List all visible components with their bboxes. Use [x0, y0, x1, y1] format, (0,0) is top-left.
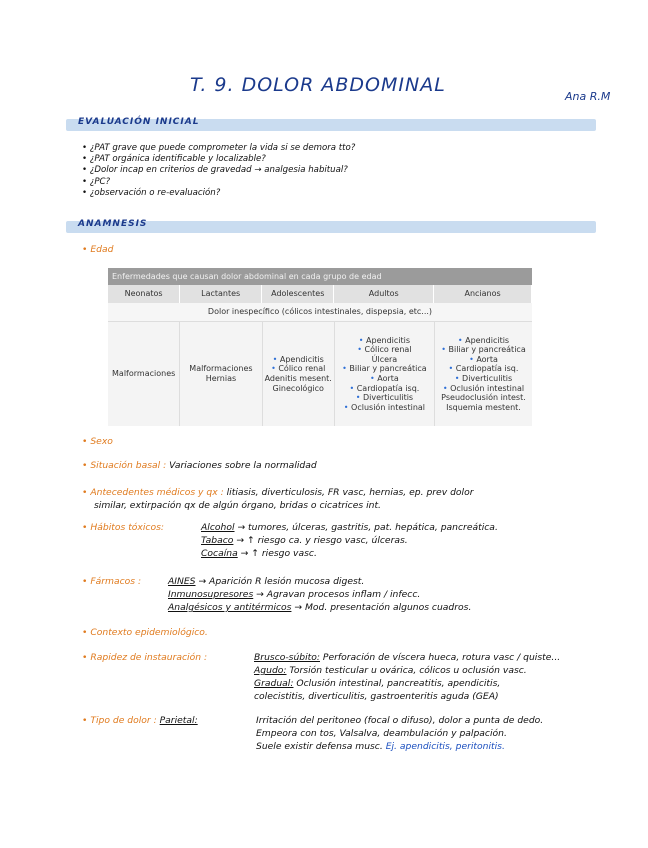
item-sexo: • Sexo [82, 436, 113, 447]
tipo-line: Suele existir defensa musc. Ej. apendicitis, peritonitis. [256, 741, 505, 752]
list-item: • ¿PAT orgánica identificable y localizable? [82, 154, 355, 165]
tipo-line: Irritación del peritoneo (focal o difuso), dolor a punta de dedo. [256, 715, 544, 726]
item-rapidez: • Rapidez de instauración : [82, 652, 208, 663]
table-header: Ancianos [434, 285, 532, 303]
item-contexto: • Contexto epidemiológico. [82, 627, 208, 638]
item-habitos: • Hábitos tóxicos: [82, 522, 164, 533]
rapidez-line: Agudo: Torsión testicular u ovárica, cólicos u oclusión vasc. [254, 665, 527, 676]
rapidez-line: colecistitis, diverticulitis, gastroenteritis aguda (GEA) [254, 691, 499, 702]
list-item: • ¿PC? [82, 177, 355, 188]
table-row [108, 322, 532, 426]
item-antecedentes: • Antecedentes médicos y qx : litiasis, diverticulosis, FR vasc, hernias, ep. prev dolor [82, 487, 474, 498]
tipo-line: Empeora con tos, Valsalva, deambulación y palpación. [256, 728, 507, 739]
age-disease-table [108, 268, 532, 425]
table-header: Adultos [334, 285, 434, 303]
table-caption: Enfermedades que causan dolor abdominal en cada grupo de edad [108, 268, 532, 285]
author-signature: Ana R.M [565, 90, 611, 103]
section-label: EVALUACIÓN INICIAL [78, 117, 200, 127]
table-cell-neonatos: Malformaciones [108, 322, 180, 426]
rapidez-line: Gradual: Oclusión intestinal, pancreatitis, apendicitis, [254, 678, 501, 689]
table-span-row: Dolor inespecífico (cólicos intestinales, dispepsia, etc...) [108, 303, 532, 322]
table-header: Neonatos [108, 285, 180, 303]
evaluacion-list [82, 143, 355, 199]
section-header-evaluacion [66, 119, 596, 131]
section-label: ANAMNESIS [78, 219, 148, 229]
item-situacion-basal: • Situación basal : Variaciones sobre la normalidad [82, 460, 317, 471]
habitos-line: Tabaco → ↑ riesgo ca. y riesgo vasc, úlceras. [201, 535, 408, 546]
list-item: • ¿observación o re-evaluación? [82, 188, 355, 199]
farmacos-line: Analgésicos y antitérmicos → Mod. presentación algunos cuadros. [168, 602, 472, 613]
table-header: Lactantes [180, 285, 262, 303]
table-cell-ancianos: • Apendicitis • Biliar y pancreática • Aorta • Cardiopatía isq. • Diverticulitis • Oclusión intestinal Pseudoclusión intest. Isquemia mestent. [441, 335, 526, 412]
list-item: • ¿PAT grave que puede comprometer la vida si se demora tto? [82, 143, 355, 154]
section-header-anamnesis [66, 221, 596, 233]
item-antecedentes-cont: similar, extirpación qx de algún órgano, bridas o cicatrices int. [94, 500, 381, 511]
page-title: T. 9. DOLOR ABDOMINAL [190, 74, 446, 96]
habitos-line: Cocaína → ↑ riesgo vasc. [201, 548, 317, 559]
item-tipo-dolor: • Tipo de dolor : Parietal: [82, 715, 198, 726]
table-cell-adultos: • Apendicitis • Cólico renal Úlcera • Biliar y pancreática • Aorta • Cardiopatía isq. • Diverticulitis • Oclusión intestinal [335, 322, 435, 426]
table-cell-lactantes: Malformaciones Hernias [180, 322, 262, 426]
table-header: Adolescentes [262, 285, 334, 303]
habitos-line: Alcohol → tumores, úlceras, gastritis, pat. hepática, pancreática. [201, 522, 498, 533]
item-edad: • Edad [82, 244, 114, 255]
list-item: • ¿Dolor incap en criterios de gravedad → analgesia habitual? [82, 165, 355, 176]
item-farmacos: • Fármacos : [82, 576, 142, 587]
farmacos-line: AINES → Aparición R lesión mucosa digest. [168, 576, 365, 587]
table-header-row [108, 285, 532, 303]
farmacos-line: Inmunosupresores → Agravan procesos inflam / infecc. [168, 589, 421, 600]
rapidez-line: Brusco-súbito: Perforación de víscera hueca, rotura vasc / quiste... [254, 652, 561, 663]
table-cell-adolescentes: • Apendicitis • Cólico renal Adenitis mesent. Ginecológico [263, 322, 335, 426]
